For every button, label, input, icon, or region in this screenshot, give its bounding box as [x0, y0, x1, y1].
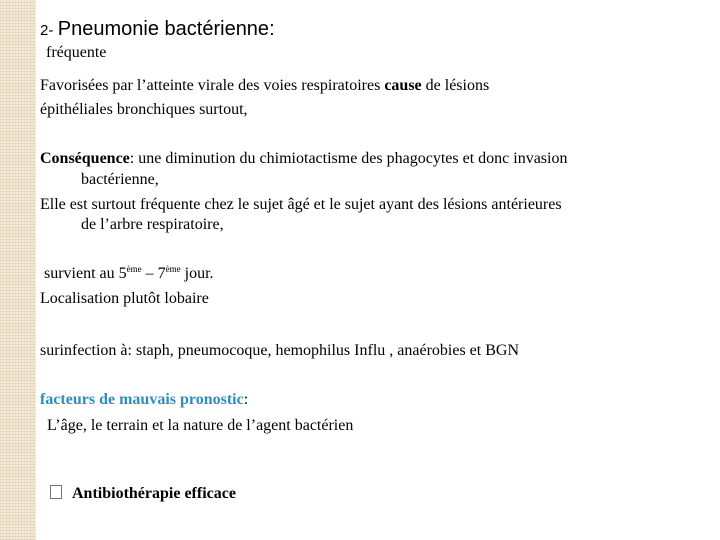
heading-title: Pneumonie bactérienne — [57, 18, 270, 40]
text-line-localisation: Localisation plutôt lobaire — [40, 290, 209, 307]
slide-heading — [40, 18, 275, 41]
heading-number: 2- — [40, 22, 54, 39]
text-line-bacterienne: bactérienne, — [81, 171, 159, 188]
text-line-surinfection: surinfection à: staph, pneumocoque, hemophilus Influ , anaérobies et BGN — [40, 342, 519, 359]
text-line-consequence — [40, 150, 567, 168]
lesions-text: de lésions — [421, 77, 490, 94]
heading-colon: : — [269, 18, 275, 40]
text-line-frequente-sujet: Elle est surtout fréquente chez le sujet âgé et le sujet ayant des lésions antérieures — [40, 196, 562, 213]
text-line-survient — [40, 265, 214, 283]
text-line-age: L’âge, le terrain et la nature de l’agent bactérien — [47, 417, 354, 434]
dash-text: – 7 — [141, 265, 166, 282]
text-line-epitheliales: épithéliales bronchiques surtout, — [40, 101, 248, 118]
survient-text: survient au 5 — [44, 265, 127, 282]
bullet-antibiotherapie — [40, 485, 236, 503]
pronostic-colon: : — [243, 391, 249, 408]
checkbox-icon — [50, 485, 62, 499]
pronostic-label: facteurs de mauvais pronostic — [40, 391, 244, 408]
consequence-text: : une diminution du chimiotactisme des phagocytes et donc invasion — [129, 150, 568, 167]
text-line-favorisees — [40, 77, 489, 95]
jour-text: jour. — [180, 265, 214, 282]
text-line-frequente: fréquente — [46, 44, 107, 61]
text-line-pronostic — [40, 391, 248, 409]
cause-bold: cause — [384, 77, 422, 94]
favorisees-text: Favorisées par l’atteinte virale des voies respiratoires — [40, 77, 385, 94]
decorative-side-band — [0, 0, 36, 540]
sup-eme-1: ème — [126, 264, 142, 274]
consequence-label: Conséquence — [40, 150, 130, 167]
text-line-arbre: de l’arbre respiratoire, — [81, 216, 224, 233]
antibiotherapie-text: Antibiothérapie efficace — [72, 485, 236, 502]
sup-eme-2: ème — [165, 264, 181, 274]
